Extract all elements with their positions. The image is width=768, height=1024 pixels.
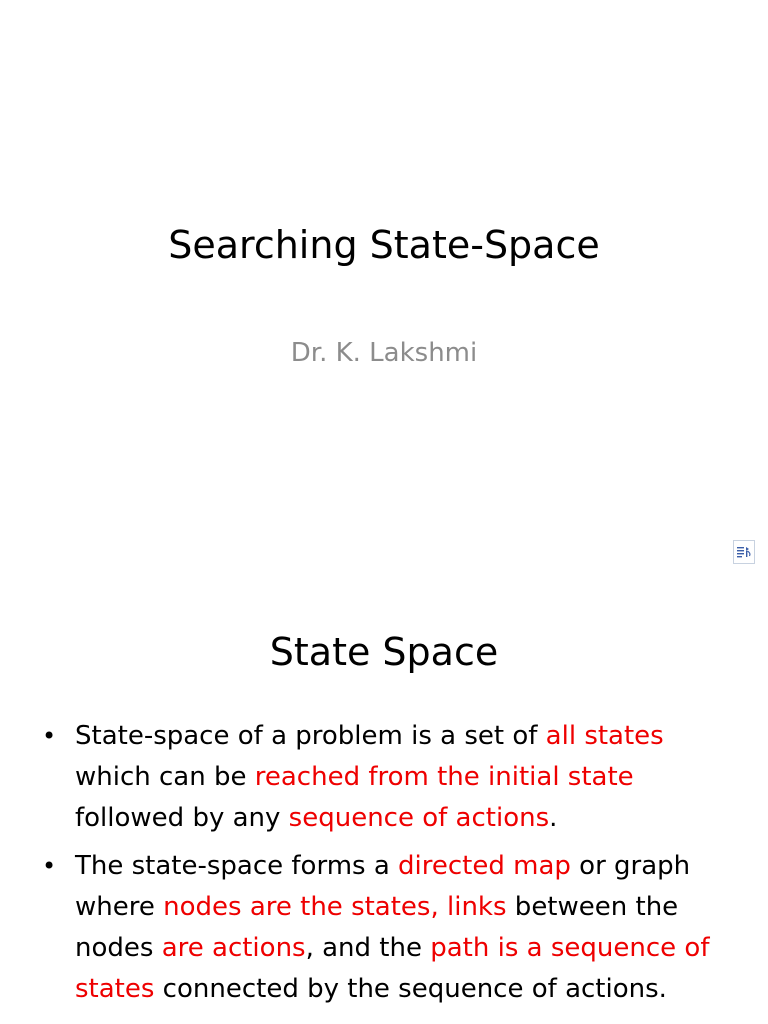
slide-heading: State Space (269, 630, 499, 674)
highlighted-text: reached from the initial state (254, 762, 634, 792)
slide-title: Searching State-Space (168, 223, 600, 267)
bullet-item (0, 846, 768, 1010)
bullet-text: or graph where (75, 851, 691, 922)
bullet-text: The state-space forms a (75, 851, 399, 881)
speaker-notes-icon[interactable] (733, 540, 755, 564)
bullet-text: between the nodes (75, 892, 679, 963)
bullet-dot-icon: • (42, 722, 57, 750)
content-slide (0, 580, 768, 1024)
slide-subtitle-author: Dr. K. Lakshmi (290, 338, 478, 368)
highlighted-text: all states (545, 721, 664, 751)
highlighted-text: nodes are the states, links (163, 892, 507, 922)
bullet-text: which can be (75, 762, 255, 792)
bullet-text: , and the (305, 933, 431, 963)
bullet-text: followed by any (75, 803, 289, 833)
bullet-text: connected by the sequence of actions. (154, 974, 667, 1004)
highlighted-text: sequence of actions (288, 803, 550, 833)
bullet-text: State-space of a problem is a set of (75, 721, 546, 751)
bullet-item (0, 716, 768, 839)
bullet-text: . (549, 803, 558, 833)
highlighted-text: directed map (398, 851, 571, 881)
highlighted-text: are actions (161, 933, 306, 963)
bullet-list (0, 716, 768, 1017)
highlighted-text: path is a sequence of states (75, 933, 710, 1004)
bullet-dot-icon: • (42, 852, 57, 880)
